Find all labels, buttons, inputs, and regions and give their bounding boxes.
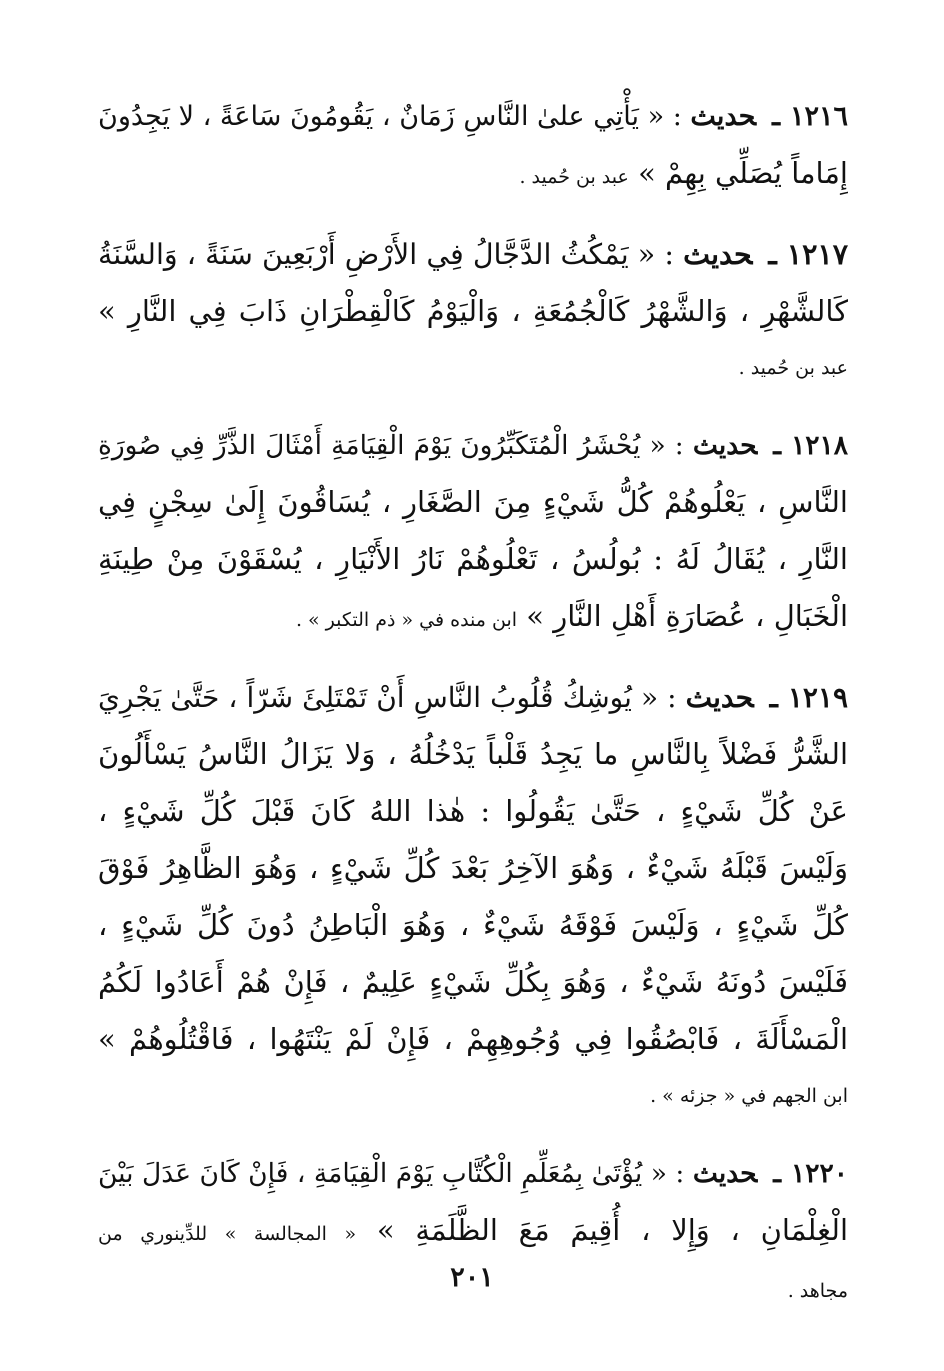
hadith-line [98,840,848,897]
entry-heading [98,669,848,726]
hadith-text: الْخَبَالِ ، عُصَارَةِ أَهْلِ النَّارِ » [526,599,848,633]
entry-number: ١٢١٩ [787,681,848,714]
page-number: ٢٠١ [450,1262,494,1293]
entry-heading [98,1145,848,1202]
hadith-text: الْمَسْأَلَةَ ، فَابْصُقُوا فِي وُجُوهِهِمْ ، فَإِنْ لَمْ يَنْتَهُوا ، فَاقْتُلُوهُمْ » [98,1022,848,1056]
hadith-line [98,1011,848,1068]
hadith-line [98,954,848,1011]
hadith-entry-1217 [98,226,848,397]
entry-number: ١٢١٧ [786,237,848,271]
hadith-entry-1219 [98,669,848,1125]
hadith-text: كَالشَّهْرِ ، وَالشَّهْرُ كَالْجُمُعَةِ ، وَالْيَوْمُ كَالْقِطْرَانِ ذَابَ فِي النَّارِ » [98,294,848,328]
entry-label: حديث [690,101,757,132]
hadith-source: عبد بن حُميد . [519,166,629,188]
hadith-source: عبد بن حُميد . [738,357,848,379]
entry-dash: ـ [772,101,780,132]
hadith-text: إِمَاماً يُصَلِّي بِهِمْ » [638,156,848,190]
entry-label: حديث [692,1158,758,1189]
hadith-line [98,145,848,206]
entry-dash: ـ [768,237,777,271]
hadith-text: : « يُحْشَرُ الْمُتَكَبِّرُونَ يَوْمَ الْقِيَامَةِ أَمْثَالَ الذَّرِّ فِي صُورَةِ [98,430,684,461]
hadith-line [98,474,848,531]
hadith-text: الْغِلْمَانِ ، وَإِلا ، أُقِيمَ مَعَ الظَّلَمَةِ » [376,1213,848,1247]
entry-heading [98,226,848,283]
entry-number: ١٢١٦ [789,101,848,132]
hadith-entry-1218 [98,417,848,649]
entry-number: ١٢٢٠ [791,1158,848,1189]
hadith-text: : « يُوشِكُ قُلُوبُ النَّاسِ أَنْ تَمْتَلِئَ شَرّاً ، حَتَّىٰ يَجْرِيَ [98,681,677,714]
hadith-line [98,783,848,840]
hadith-text: : « يَأْتِي علىٰ النَّاسِ زَمَانٌ ، يَقُومُونَ سَاعَةً ، لا يَجِدُونَ [98,101,682,132]
hadith-text: كُلِّ شَيْءٍ ، وَلَيْسَ فَوْقَهُ شَيْءٌ ، وَهُوَ الْبَاطِنُ دُونَ كُلِّ شَيْءٍ ، [98,908,848,942]
entry-dash: ـ [773,1158,782,1189]
entry-label: حديث [692,430,758,461]
hadith-text: النَّاسِ ، يَعْلُوهُمْ كُلُّ شَيْءٍ مِنَ الصَّغَارِ ، يُسَاقُونَ إِلَىٰ سِجْنٍ فِي [98,485,848,519]
hadith-line [98,897,848,954]
hadith-entry-1220 [98,1145,848,1320]
entry-number: ١٢١٨ [791,430,848,461]
hadith-text: : « يُؤْتَىٰ بِمُعَلِّمِ الْكُتَّابِ يَوْمَ الْقِيَامَةِ ، فَإِنْ كَانَ عَدَلَ بَيْنَ [98,1158,685,1189]
entry-label: حديث [685,681,754,714]
hadith-text: : « يَمْكُثُ الدَّجَّالُ فِي الأَرْضِ أَرْبَعِينَ سَنَةً ، وَالسَّنَةُ [98,238,674,271]
hadith-text: فَلَيْسَ دُونَهُ شَيْءٌ ، وَهُوَ بِكُلِّ شَيْءٍ عَلِيمٌ ، فَإِنْ هُمْ أَعَادُوا لَكُمُ [98,965,848,999]
hadith-line [98,1202,848,1263]
entry-dash: ـ [769,681,778,714]
hadith-text: الشَّرُّ فَضْلاً بِالنَّاسِ ما يَجِدُ قَلْباً يَدْخُلُهُ ، وَلا يَزَالُ النَّاسُ يَسْأَلُونَ [98,737,848,771]
hadith-line [98,726,848,783]
hadith-line [98,588,848,649]
entry-heading [98,88,848,145]
hadith-source: مجاهد . [787,1280,848,1302]
hadith-text: النَّارِ ، يُقَالُ لَهُ : بُولُسُ ، تَعْلُوهُمْ نَارُ الأَنْيَارِ ، يُسْقَوْنَ مِنْ طِينَةِ [98,542,848,576]
hadith-line [98,531,848,588]
hadith-line [98,283,848,340]
hadith-text: عَنْ كُلِّ شَيْءٍ ، حَتَّىٰ يَقُولُوا : هٰذا اللهُ كَانَ قَبْلَ كُلِّ شَيْءٍ ، [98,794,848,828]
hadith-source: ابن الجهم في « جزئه » . [650,1085,848,1107]
entry-heading [98,417,848,474]
hadith-entry-1216 [98,88,848,206]
hadith-source: « المجالسة » للدِّينوري من [98,1223,357,1245]
hadith-text: وَلَيْسَ قَبْلَهُ شَيْءٌ ، وَهُوَ الآخِرُ بَعْدَ كُلِّ شَيْءٍ ، وَهُوَ الظَّاهِرُ فَوْقَ [98,851,848,885]
hadith-source: ابن منده في « ذم التكبر » . [295,609,518,631]
entry-label: حديث [683,237,753,271]
entry-dash: ـ [773,430,782,461]
